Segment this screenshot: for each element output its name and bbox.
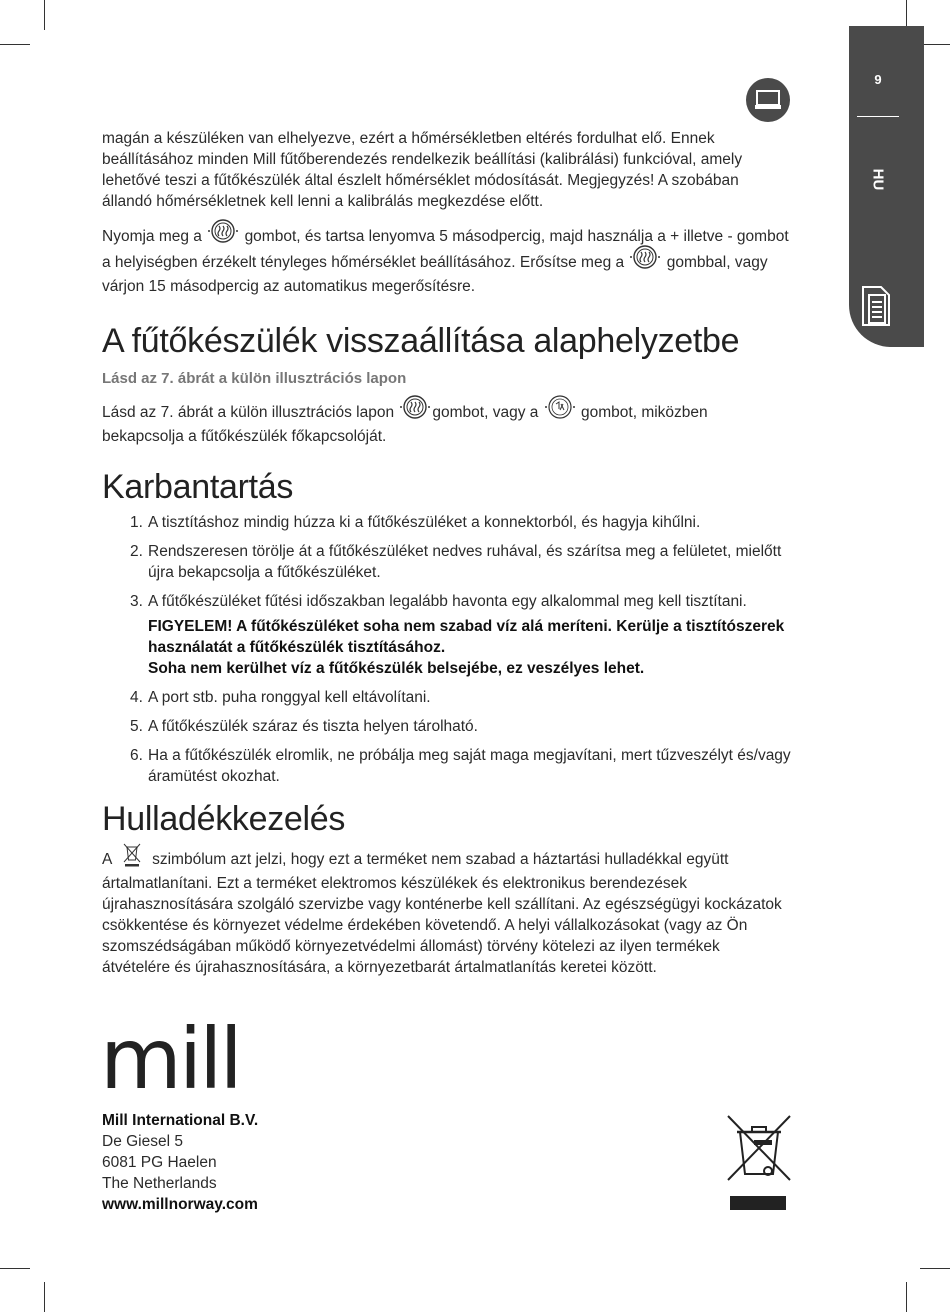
list-item: 3. A fűtőkészüléket fűtési időszakban legalább havonta egy alkalommal meg kell tisztítani. FIGYELEM! A fűtőkészüléket soha nem szabad víz alá meríteni. Kerülje a tisztítószerek használatát a fűtőkészülék tisztításához. Soha nem kerülhet víz a fűtőkészülék belsejébe, ez veszélyes lehet.: [102, 591, 792, 679]
language-side-tab: [849, 26, 924, 347]
website-link[interactable]: www.millnorway.com: [102, 1196, 258, 1213]
language-code: HU: [869, 168, 887, 191]
heat-button-icon: [399, 394, 431, 426]
crop-mark: [44, 1282, 45, 1312]
list-item: 1. A tisztításhoz mindig húzza ki a fűtőkészüléket a konnektorból, és hagyja kihűlni.: [130, 514, 701, 531]
waste-paragraph: [102, 847, 792, 978]
calibration-paragraph: [102, 224, 792, 297]
list-item: 4. A port stb. puha ronggyal kell eltávolítani.: [130, 689, 431, 706]
page-number: 9: [874, 72, 882, 87]
intro-paragraph: magán a készüléken van elhelyezve, ezért a hőmérsékletben eltérés fordulhat elő. Ennek beállításához minden Mill fűtőberendezés rendelkezik beállítási (kalibrálási) funkcióval, amely lehetővé teszi a fűtőkészülék által észlelt hőmérséklet módosítását. Megjegyzés! A szobában állandó hőmérsékletnek kell lenni a kalibrálás megkezdése előtt.: [102, 130, 743, 210]
waste-text-a: A: [102, 851, 112, 869]
tab-divider: [857, 116, 899, 117]
document-icon: [859, 283, 895, 329]
calibration-text-b: gombot, és tartsa lenyomva 5 másodpercig, majd használja a + illetve - gombot a helyiségben érzékelt tényleges hőmérséklet beállításához. Erősítse meg a: [102, 228, 789, 272]
list-item: 5. A fűtőkészülék száraz és tiszta helyen tárolható.: [130, 718, 478, 735]
calibration-text-c: gombbal, vagy várjon 15 másodpercig az automatikus megerősítésre.: [102, 254, 768, 295]
eco-button-icon: [544, 394, 576, 426]
list-item: 2. Rendszeresen törölje át a fűtőkészüléket nedves ruhával, és szárítsa meg a felületet, mielőtt újra bekapcsolja a fűtőkészüléket.: [130, 543, 782, 581]
calibration-text-a: Nyomja meg a: [102, 228, 202, 246]
waste-text-b: szimbólum azt jelzi, hogy ezt a terméket nem szabad a háztartási hulladékkal együtt ártalmatlanítani. Ezt a terméket elektromos készülékek és elektronikus berendezések újrahasznosítására szolgáló szervizbe vagy konténerbe kell szállítani. Az egészségügyi kockázatok csökkentése és környezet védelme érdekében követendő. A helyi vállalkozásokat (vagy az Ön szomszédságában működő környezetvédelmi állomást) törvény kötelezi az ilyen termékek átvételére és újrahasznosítására, a környezetbarát ártalmatlanítás keretei között.: [102, 851, 782, 976]
reset-paragraph: [102, 400, 792, 447]
svg-text:mill: mill: [100, 1024, 240, 1094]
crop-mark: [0, 1268, 30, 1269]
maintenance-heading: Karbantartás: [102, 468, 294, 506]
reset-heading: A fűtőkészülék visszaállítása alaphelyzetbe: [102, 322, 740, 360]
heat-button-icon: [629, 244, 661, 276]
crop-mark: [44, 0, 45, 30]
reset-subheading: Lásd az 7. ábrát a külön illusztrációs lapon: [102, 370, 407, 387]
crop-mark: [920, 44, 950, 45]
weee-bin-icon: [724, 1114, 794, 1214]
waste-heading: Hulladékkezelés: [102, 800, 346, 838]
heat-button-icon: [207, 218, 239, 250]
address-country: The Netherlands: [102, 1175, 217, 1192]
reset-text-a: Lásd az 7. ábrát a külön illusztrációs lapon: [102, 404, 395, 422]
company-address: [102, 1110, 258, 1215]
main-content: [102, 128, 792, 978]
crop-mark: [0, 44, 30, 45]
warning-line: Soha nem kerülhet víz a fűtőkészülék belsejébe, ez veszélyes lehet.: [148, 660, 645, 677]
reset-text-c: gombot, miközben bekapcsolja a fűtőkészülék főkapcsolóját.: [102, 404, 708, 445]
warning-line: FIGYELEM! A fűtőkészüléket soha nem szabad víz alá meríteni. Kerülje a tisztítószerek használatát a fűtőkészülék tisztításához.: [148, 618, 785, 656]
book-icon: [746, 78, 790, 122]
crop-mark: [906, 1282, 907, 1312]
company-name: Mill International B.V.: [102, 1112, 259, 1129]
weee-small-icon: [117, 841, 147, 873]
crop-mark: [920, 1268, 950, 1269]
warning-text: [148, 616, 792, 679]
maintenance-list: [102, 512, 792, 787]
address-street: De Giesel 5: [102, 1133, 183, 1150]
list-item: 6. Ha a fűtőkészülék elromlik, ne próbálja meg saját maga megjavítani, mert tűzveszélyt és/vagy áramütést okozhat.: [130, 747, 791, 785]
reset-text-b: gombot, vagy a: [432, 404, 539, 422]
address-city: 6081 PG Haelen: [102, 1154, 217, 1171]
mill-logo: [100, 1024, 248, 1094]
